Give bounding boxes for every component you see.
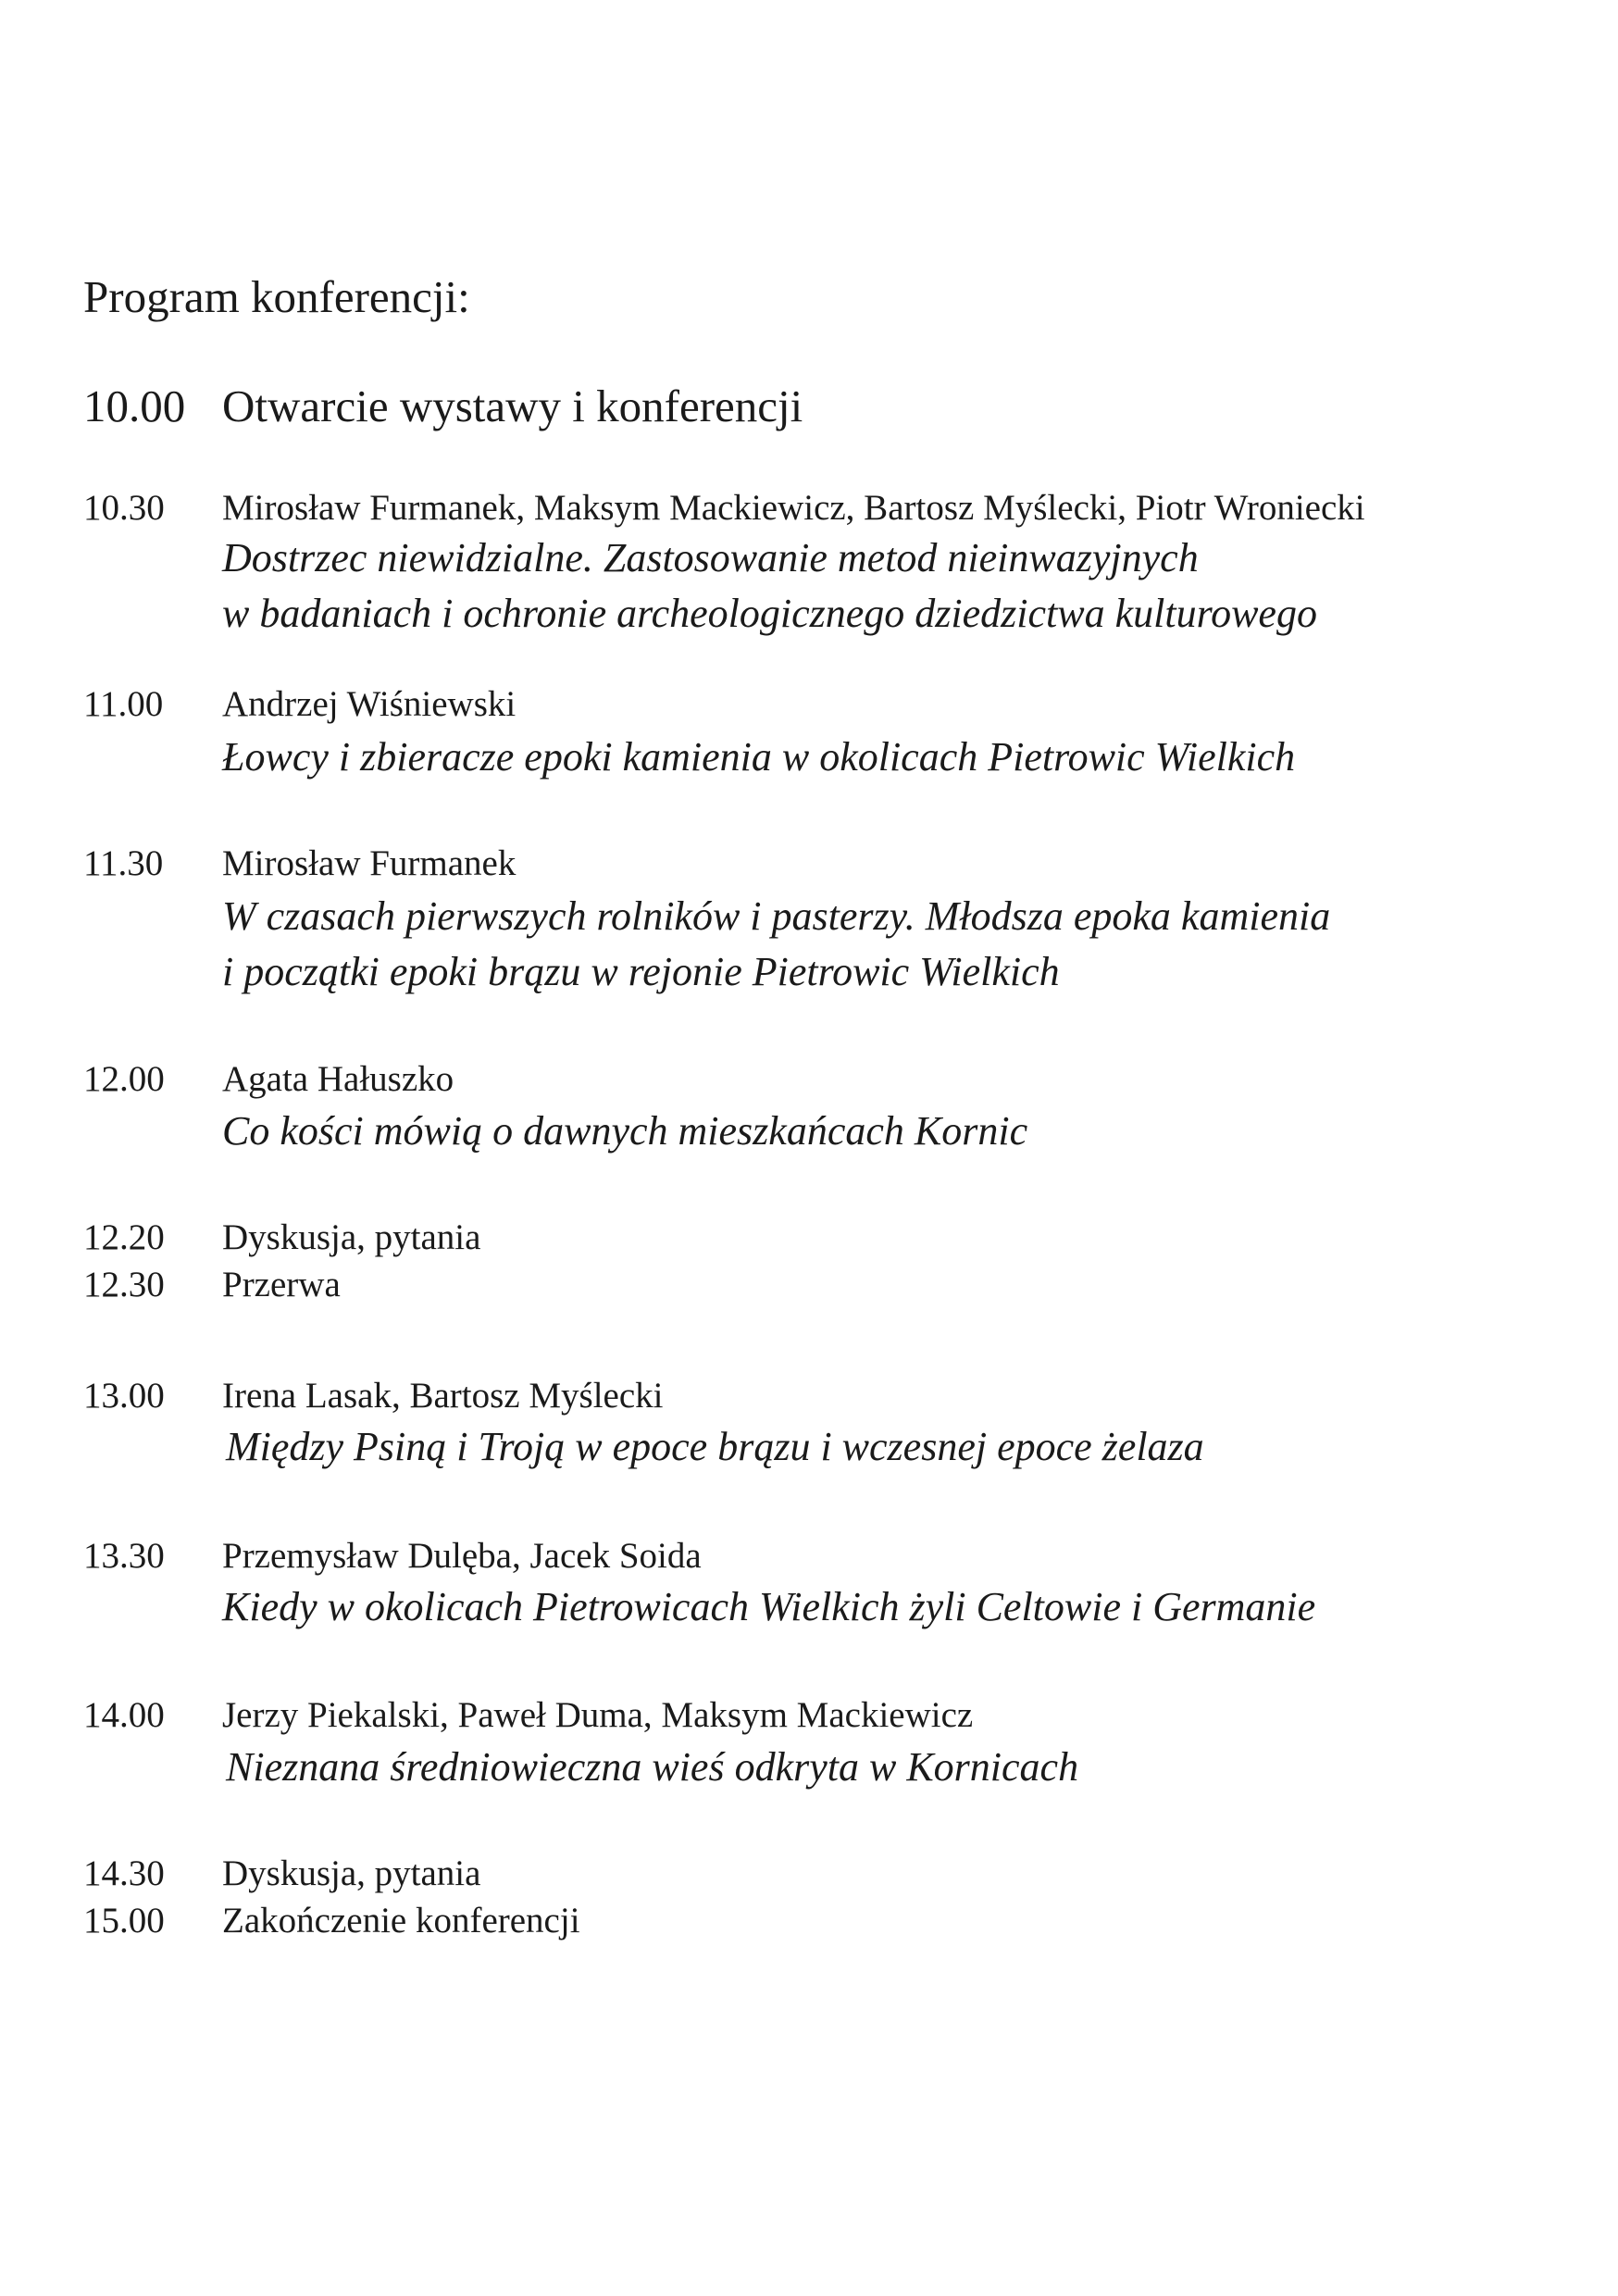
session-speakers: Agata Hałuszko [222, 1059, 454, 1099]
session-title-line: w badaniach i ochronie archeologicznego dziedzictwa kulturowego [222, 591, 1317, 636]
session-time: 10.30 [83, 488, 165, 528]
session-speakers: Mirosław Furmanek [222, 843, 517, 883]
session-time: 11.30 [83, 843, 164, 883]
session-speakers: Przemysław Dulęba, Jacek Soida [222, 1536, 702, 1576]
page-title: Program konferencji: [83, 271, 470, 322]
session-title-line: W czasach pierwszych rolników i pasterzy. Młodsza epoka kamienia [222, 893, 1331, 939]
session-speakers: Mirosław Furmanek, Maksym Mackiewicz, Bartosz Myślecki, Piotr Wroniecki [222, 488, 1365, 528]
session-time: 13.00 [83, 1376, 165, 1416]
session-time: 12.30 [83, 1265, 165, 1304]
session-time: 14.00 [83, 1695, 165, 1735]
opening-time: 10.00 [83, 381, 186, 431]
session-speakers: Zakończenie konferencji [222, 1901, 580, 1940]
session-time: 13.30 [83, 1536, 165, 1576]
session-title-line: Nieznana średniowieczna wieś odkryta w Kornicach [226, 1744, 1079, 1790]
session-time: 14.30 [83, 1853, 165, 1893]
session-title-line: Łowcy i zbieracze epoki kamienia w okolicach Pietrowic Wielkich [222, 734, 1296, 780]
session-title-line: i początki epoki brązu w rejonie Pietrowic Wielkich [222, 949, 1060, 994]
session-time: 12.00 [83, 1059, 165, 1099]
session-title-line: Kiedy w okolicach Pietrowicach Wielkich żyli Celtowie i Germanie [222, 1584, 1316, 1629]
session-speakers: Dyskusja, pytania [222, 1853, 481, 1893]
session-time: 11.00 [83, 684, 164, 724]
session-speakers: Jerzy Piekalski, Paweł Duma, Maksym Mackiewicz [222, 1695, 974, 1735]
session-speakers: Andrzej Wiśniewski [222, 684, 517, 724]
session-speakers: Irena Lasak, Bartosz Myślecki [222, 1376, 664, 1416]
session-title-line: Między Psiną i Troją w epoce brązu i wczesnej epoce żelaza [226, 1424, 1204, 1469]
session-time: 12.20 [83, 1217, 165, 1257]
session-speakers: Przerwa [222, 1265, 341, 1304]
session-title-line: Dostrzec niewidzialne. Zastosowanie metod nieinwazyjnych [222, 535, 1199, 580]
session-title-line: Co kości mówią o dawnych mieszkańcach Kornic [222, 1108, 1028, 1154]
opening-text: Otwarcie wystawy i konferencji [222, 381, 803, 431]
session-speakers: Dyskusja, pytania [222, 1217, 481, 1257]
session-time: 15.00 [83, 1901, 165, 1940]
